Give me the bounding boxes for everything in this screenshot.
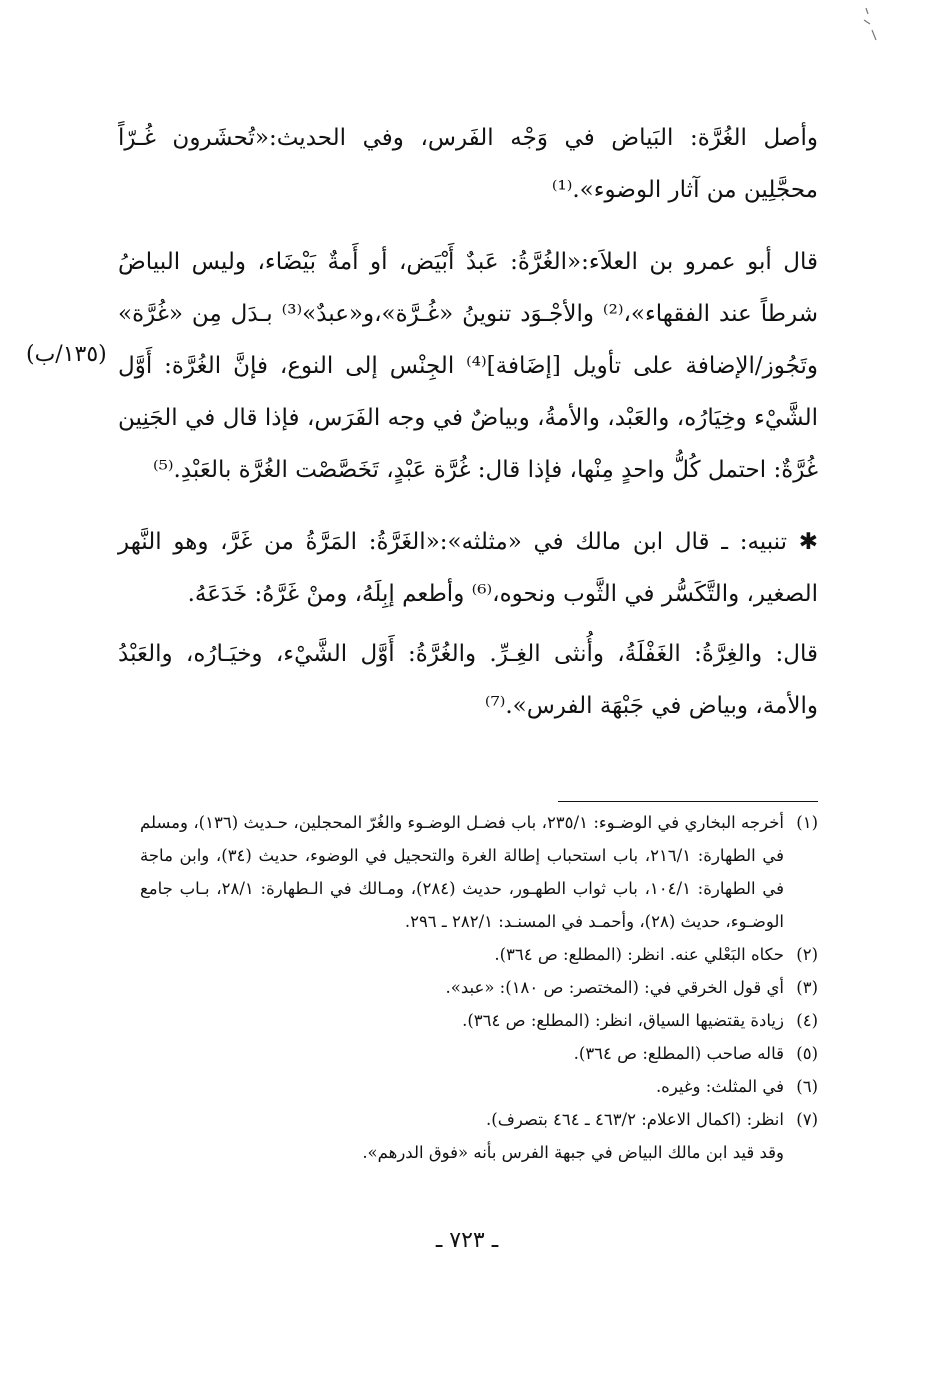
- footnote-number: (٥): [796, 1044, 818, 1063]
- footnotes: [140, 806, 818, 1169]
- footnote-number: (١): [796, 813, 818, 832]
- footnote-1: [140, 806, 818, 938]
- footnote-number: (٦): [796, 1077, 818, 1096]
- page-number: ـ ٧٢٣ ـ: [435, 1228, 499, 1253]
- footnote-number: (٧): [796, 1110, 818, 1129]
- footnote-number: (٣): [796, 978, 818, 997]
- scan-artifact-mark: [858, 6, 880, 46]
- footnote-text: انظر: (اكمال الاعلام: ٤٦٣/٢ ـ ٤٦٤ بتصرف).: [486, 1110, 784, 1129]
- footnote-text: أخرجه البخاري في الوضـوء: ٢٣٥/١، باب فضـل الوضـوء والغُرّ المحجلين، حـديث (١٣٦)، ومسلم في الطهارة: ٢١٦/١، باب استحباب إطالة الغرة والتحجيل في الوضوء، حديث (٣٤)، وابن ماجة في الطهارة: ١٠٤/١، باب ثواب الطهـور، حديث (٢٨٤)، ومـالك في الـطهارة: ٢٨/١، بـاب جامع الوضـوء، حديث (٢٨)، وأحمـد في المسنـد: ٢٨٢/١ ـ ٢٩٦.: [140, 813, 784, 931]
- footnote-text: أي قول الخرقي في: (المختصر: ص ١٨٠): «عبد».: [445, 978, 784, 997]
- margin-folio-note: (١٣٥/ب): [26, 342, 107, 367]
- footnote-number: (٤): [796, 1011, 818, 1030]
- paragraph-3: ✱ تنبيه: ـ قال ابن مالك في «مثلثه»:«الغَرَّةُ: المَرَّةُ من غَرَّ، وهو النَّهر الصغير، والتَّكَسُّر في الثَّوب ونحوه،⁽⁶⁾ وأطعم إبِلَهُ، ومنْ غَرَّهُ: خَدَعَهُ.: [118, 529, 818, 607]
- footnote-5: [140, 1037, 818, 1070]
- footnote-number: (٢): [796, 945, 818, 964]
- footnote-text: حكاه البَعْلي عنه. انظر: (المطلع: ص ٣٦٤).: [494, 945, 784, 964]
- footnote-7: [140, 1103, 818, 1136]
- footnote-separator: [558, 801, 818, 802]
- footnote-4: [140, 1004, 818, 1037]
- footnote-7-continuation: وقد قيد ابن مالك البياض في جبهة الفرس بأنه «فوق الدرهم».: [362, 1143, 784, 1162]
- footnote-3: [140, 971, 818, 1004]
- paragraph-4: قال: والغِرَّةُ: الغَفْلَةُ، وأُنثى الغِـرِّ. والغُرَّةُ: أَوَّل الشَّيْء، وخيَـارُه، والعَبْدُ والأمة، وبياض في جَبْهَة الفرس».⁽⁷⁾: [118, 641, 818, 719]
- footnote-2: [140, 938, 818, 971]
- paragraph-2: قال أبو عمرو بن العلاَء:«الغُرَّةُ: عَبدٌ أَبْيَض، أو أَمةٌ بَيْضَاء، وليس البياضُ شرطاً عند الفقهاء»،⁽²⁾ والأجْـوَد تنوينُ «غُـرَّة»،و«عبدٌ»⁽³⁾ بـدَل مِن «غُرَّة» وتَجُوز/الإضافة على تأويل [إضَافة]⁽⁴⁾ الجِنْس إلى النوع، فإنَّ الغُرَّة: أَوَّل الشَّيْء وخِيَارُه، والعَبْد، والأمةُ، وبياضٌ في وجه الفَرَس، فإذا قال في الجَنِين غُرَّةٌ: احتمل كُلُّ واحدٍ مِنْها، فإذا قال: غُرَّة عَبْدٍ، تَخَصَّصْت الغُرَّة بالعَبْدِ.⁽⁵⁾: [118, 249, 819, 483]
- footnote-text: قاله صاحب (المطلع: ص ٣٦٤).: [573, 1044, 784, 1063]
- footnote-6: [140, 1070, 818, 1103]
- footnote-text: زيادة يقتضيها السياق، انظر: (المطلع: ص ٣٦٤).: [462, 1011, 784, 1030]
- paragraph-1: وأصل الغُرَّة: البَياض في وَجْه الفَرس، وفي الحديث:«تُحشَرون غُـرّاً محجَّلِين من آثار الوضوء».⁽¹⁾: [118, 125, 818, 203]
- footnote-text: في المثلث: وغيره.: [655, 1077, 784, 1096]
- main-text: [118, 112, 818, 732]
